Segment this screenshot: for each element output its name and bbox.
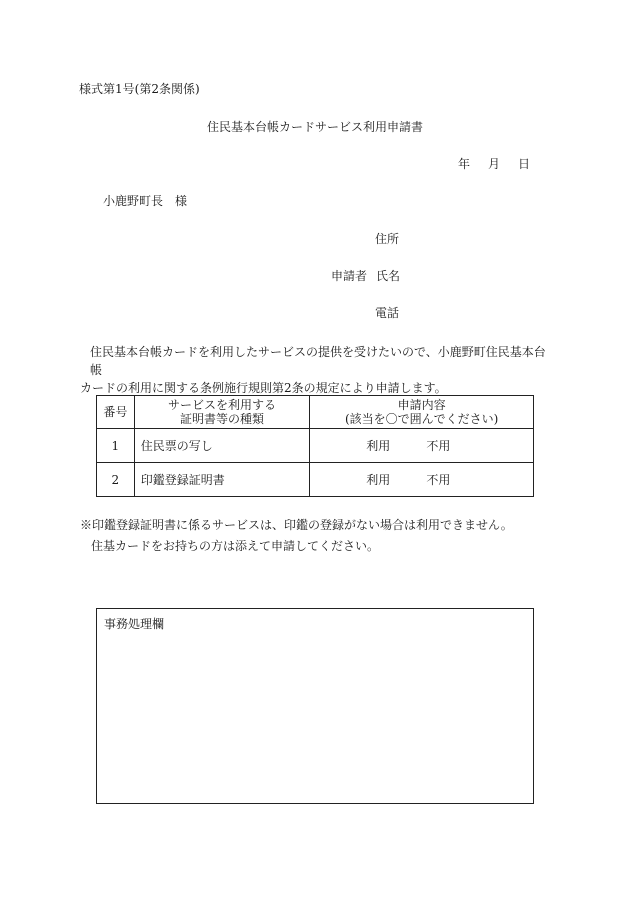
date-line xyxy=(458,157,530,171)
addressee-name: 小鹿野町長 xyxy=(103,194,164,208)
row-options xyxy=(310,429,534,463)
option-no-use[interactable]: 不用 xyxy=(426,473,451,487)
addressee xyxy=(103,194,187,208)
header-number: 番号 xyxy=(97,396,135,429)
option-no-use[interactable]: 不用 xyxy=(426,439,451,453)
row-number: 2 xyxy=(97,463,135,497)
applicant-role-label: 申請者 xyxy=(331,269,368,283)
office-use-label: 事務処理欄 xyxy=(104,617,165,631)
table-row xyxy=(97,429,534,463)
option-use[interactable]: 利用 xyxy=(366,473,391,487)
date-day-label: 日 xyxy=(518,157,531,171)
row-options xyxy=(310,463,534,497)
row-document: 印鑑登録証明書 xyxy=(134,463,310,497)
option-use[interactable]: 利用 xyxy=(366,439,391,453)
application-statement xyxy=(80,343,555,397)
form-number: 様式第1号(第2条関係) xyxy=(79,82,200,96)
service-table xyxy=(96,395,534,497)
document-title: 住民基本台帳カードサービス利用申請書 xyxy=(206,120,423,134)
note-seal-registration: ※印鑑登録証明書に係るサービスは、印鑑の登録がない場合は利用できません。 xyxy=(80,518,513,532)
addressee-honorific: 様 xyxy=(175,194,188,208)
applicant-name-line xyxy=(331,269,400,283)
header-application-content xyxy=(310,396,534,429)
office-use-box xyxy=(96,608,534,804)
header-content-line-1: 申請内容 xyxy=(397,398,446,412)
address-label: 住所 xyxy=(375,232,400,246)
name-label: 氏名 xyxy=(376,269,401,283)
table-header-row xyxy=(97,396,534,429)
date-year-label: 年 xyxy=(458,157,471,171)
statement-line-1: 住民基本台帳カードを利用したサービスの提供を受けたいので、小鹿野町住民基本台帳 xyxy=(90,345,546,377)
header-document-type xyxy=(134,396,310,429)
header-document-line-1: サービスを利用する xyxy=(168,398,277,412)
statement-line-2: カードの利用に関する条例施行規則第2条の規定により申請します。 xyxy=(80,381,447,395)
header-document-line-2: 証明書等の種類 xyxy=(180,412,265,426)
date-month-label: 月 xyxy=(488,157,501,171)
row-number: 1 xyxy=(97,429,135,463)
note-bring-card: 住基カードをお持ちの方は添えて申請してください。 xyxy=(91,539,380,553)
header-content-line-2: (該当を〇で囲んでください) xyxy=(344,412,499,426)
phone-label: 電話 xyxy=(375,306,400,320)
table-row xyxy=(97,463,534,497)
row-document: 住民票の写し xyxy=(134,429,310,463)
